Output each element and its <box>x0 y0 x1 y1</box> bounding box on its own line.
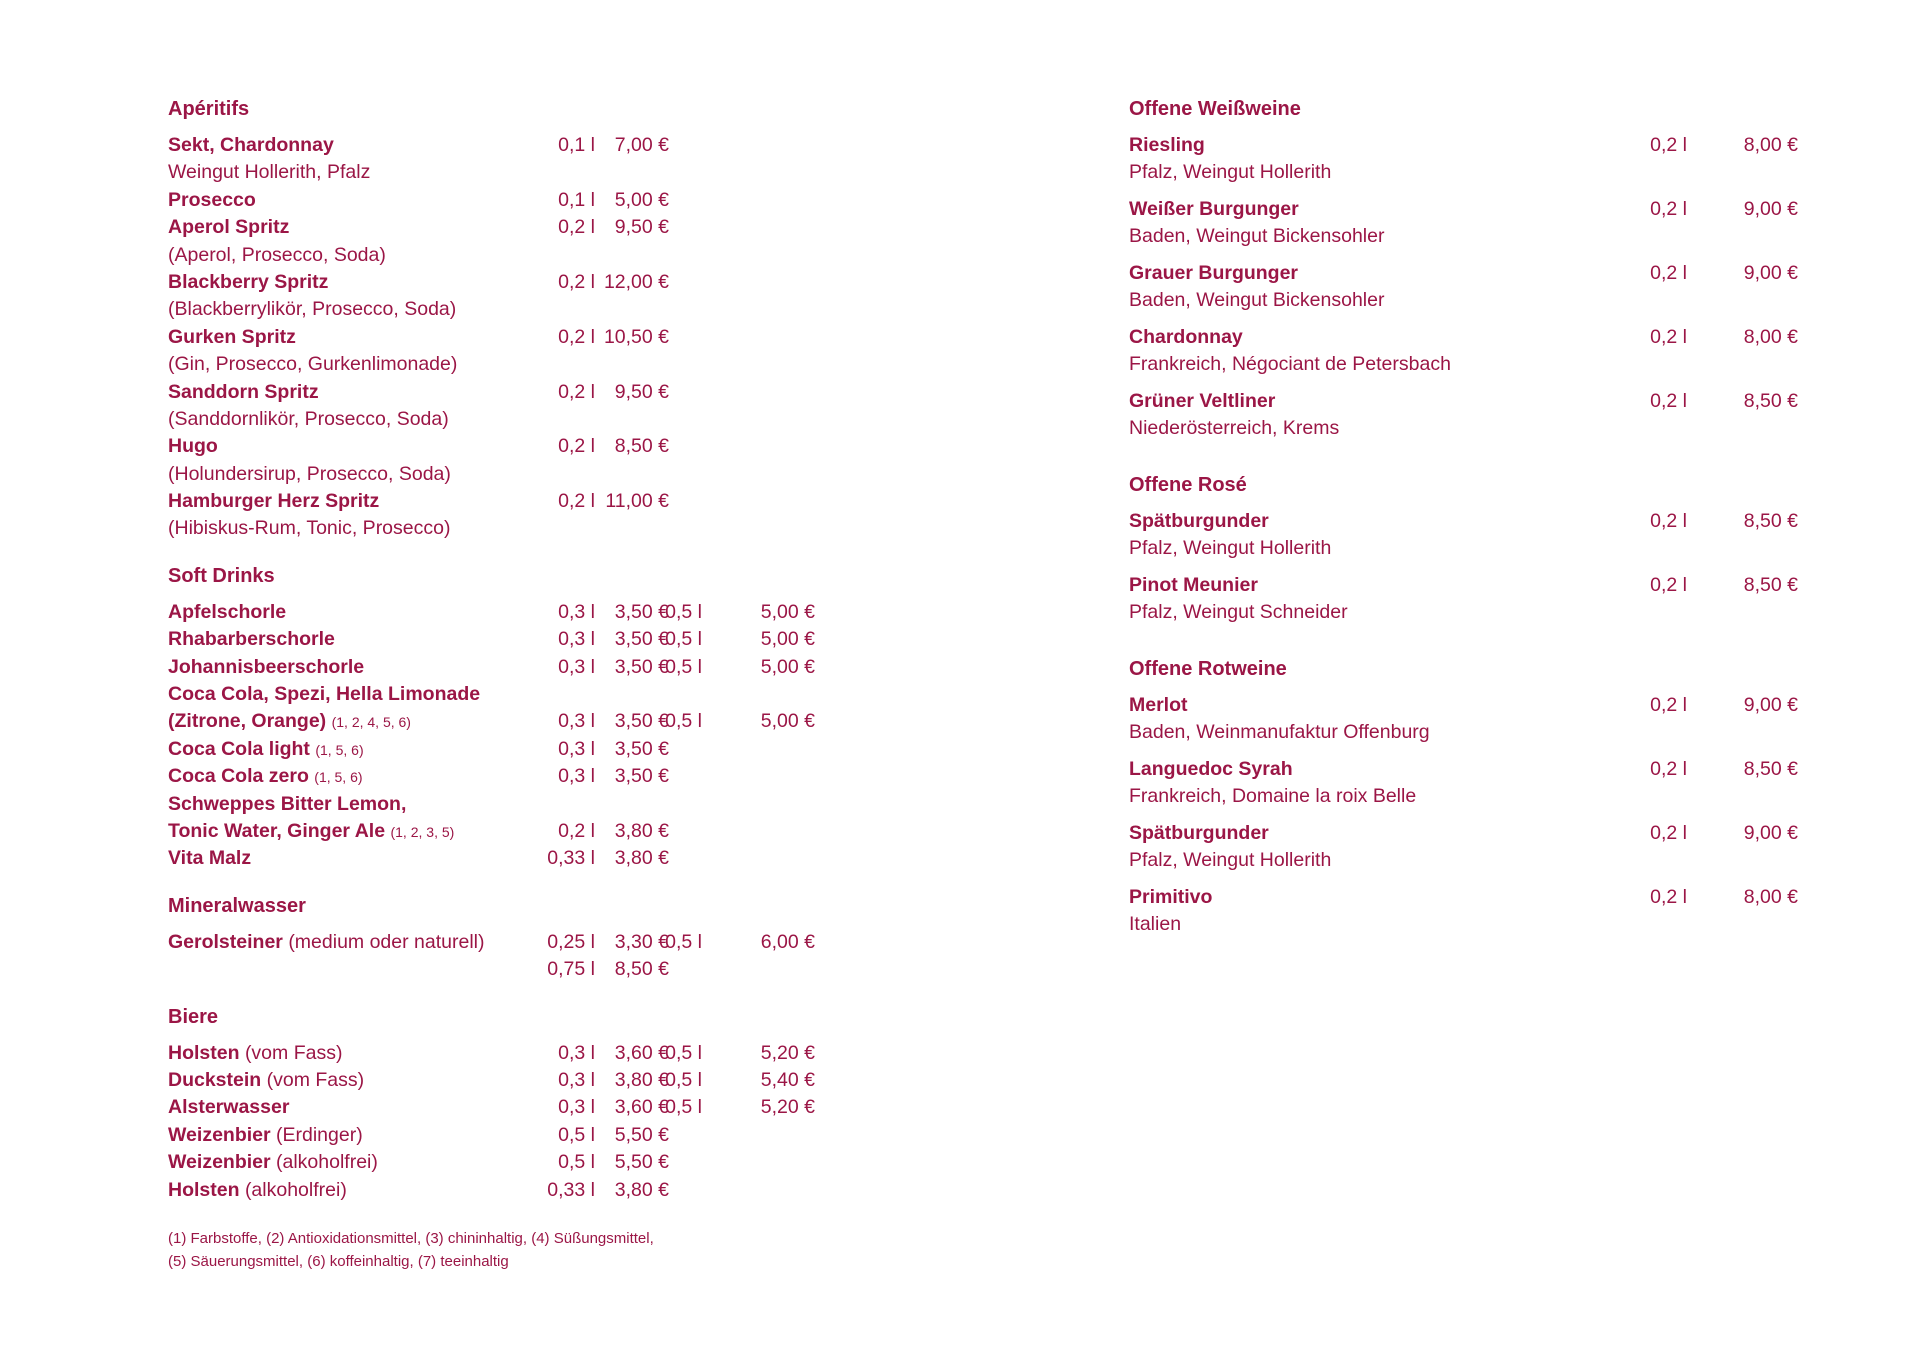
item-subname: (Erdinger) <box>276 1123 363 1146</box>
section-title: Apéritifs <box>168 98 250 120</box>
item-quantity-small: 0,3 l <box>558 628 595 651</box>
item-name: Gurken Spritz <box>168 325 296 348</box>
item-subname: (vom Fass) <box>266 1068 365 1091</box>
item-description-row <box>168 159 868 186</box>
item-quantity: 0,1 l <box>558 134 595 156</box>
wine-item <box>1129 324 1798 388</box>
item-quantity-large: 0,5 l <box>665 930 702 953</box>
additive-note: (1, 2, 3, 5) <box>390 823 455 840</box>
item-price-large: 5,00 € <box>760 710 815 733</box>
wine-price: 9,00 € <box>1743 262 1798 284</box>
menu-item <box>168 132 868 159</box>
wine-item <box>1129 572 1798 636</box>
item-price-large: 5,00 € <box>760 655 815 678</box>
item-name: Prosecco <box>168 188 256 211</box>
item-name: Holsten <box>168 1178 240 1201</box>
item-price: 11,00 € <box>605 490 669 513</box>
wine-name: Chardonnay <box>1129 326 1243 348</box>
additive-note: (1, 5, 6) <box>315 741 364 758</box>
menu-item <box>168 791 868 818</box>
item-name: Weizenbier <box>168 1123 271 1146</box>
wine-origin: Baden, Weingut Bickensohler <box>1129 225 1385 247</box>
item-name: Aperol Spritz <box>168 216 290 239</box>
wine-name: Primitivo <box>1129 886 1213 908</box>
wine-item <box>1129 196 1798 260</box>
item-quantity-small: 0,3 l <box>558 655 595 678</box>
item-quantity-large: 0,5 l <box>665 1096 702 1119</box>
wine-name: Spätburgunder <box>1129 822 1269 844</box>
wine-item <box>1129 132 1798 196</box>
section-aperitifs <box>168 96 868 543</box>
item-quantity-small: 0,3 l <box>558 765 595 788</box>
item-quantity-small: 0,75 l <box>547 958 595 981</box>
section-soft-drinks <box>168 563 868 873</box>
item-name: Blackberry Spritz <box>168 270 329 293</box>
wine-name: Weißer Burgunger <box>1129 198 1299 220</box>
item-quantity: 0,2 l <box>558 435 595 458</box>
item-price-small: 3,60 € <box>614 1041 669 1064</box>
item-price-small: 3,80 € <box>614 819 669 842</box>
item-description-row <box>168 351 868 378</box>
additives-footnote <box>168 1227 968 1273</box>
wine-quantity: 0,2 l <box>1650 134 1687 156</box>
menu-item <box>168 488 868 515</box>
item-price-small: 3,80 € <box>614 1068 669 1091</box>
item-name: Sekt, Chardonnay <box>168 134 334 156</box>
item-description: (Gin, Prosecco, Gurkenlimonade) <box>168 353 458 376</box>
wine-quantity: 0,2 l <box>1650 510 1687 532</box>
item-quantity: 0,2 l <box>558 380 595 403</box>
wine-quantity: 0,2 l <box>1650 822 1687 844</box>
item-price-small: 3,80 € <box>614 1178 669 1201</box>
menu-item <box>168 1149 868 1176</box>
item-price: 7,00 € <box>614 134 669 156</box>
wine-origin: Frankreich, Négociant de Petersbach <box>1129 353 1451 375</box>
section-weissweine <box>1129 96 1798 452</box>
wine-item <box>1129 884 1798 948</box>
menu-item <box>168 763 868 790</box>
item-price-small: 3,50 € <box>614 737 669 760</box>
item-name-line <box>168 1067 364 1094</box>
wine-quantity: 0,2 l <box>1650 198 1687 220</box>
menu-item <box>168 1067 868 1094</box>
additive-note: (1, 2, 4, 5, 6) <box>331 714 411 731</box>
item-subname: (alkoholfrei) <box>276 1151 378 1174</box>
wine-name: Spätburgunder <box>1129 510 1269 532</box>
item-name: Duckstein <box>168 1068 262 1091</box>
additive-note: (1, 5, 6) <box>314 769 363 786</box>
item-price: 12,00 € <box>603 270 669 293</box>
wine-quantity: 0,2 l <box>1650 574 1687 596</box>
menu-item <box>168 654 868 681</box>
item-name: Coca Cola light <box>168 737 310 760</box>
item-name: Hugo <box>168 435 218 458</box>
wine-price: 8,50 € <box>1743 758 1798 780</box>
wine-name: Grauer Burgunger <box>1129 262 1299 284</box>
item-quantity-small: 0,5 l <box>558 1123 595 1146</box>
wine-origin: Pfalz, Weingut Hollerith <box>1129 537 1332 559</box>
item-quantity-large: 0,5 l <box>665 1068 702 1091</box>
item-name-line <box>168 736 364 764</box>
wine-quantity: 0,2 l <box>1650 694 1687 716</box>
wine-item <box>1129 756 1798 820</box>
section-title: Offene Rosé <box>1129 474 1247 496</box>
item-price-small: 3,50 € <box>614 765 669 788</box>
item-description: (Sanddornlikör, Prosecco, Soda) <box>168 407 449 430</box>
item-quantity-large: 0,5 l <box>665 600 702 623</box>
item-subname: (vom Fass) <box>244 1041 343 1064</box>
wine-item <box>1129 508 1798 572</box>
item-name-line <box>168 1040 342 1067</box>
menu-item <box>168 324 868 351</box>
item-price-small: 5,50 € <box>614 1123 669 1146</box>
item-name: Schweppes Bitter Lemon, <box>168 792 407 815</box>
item-price-large: 6,00 € <box>760 930 815 953</box>
wine-quantity: 0,2 l <box>1650 390 1687 412</box>
item-name: Weizenbier <box>168 1151 271 1174</box>
item-quantity: 0,2 l <box>558 270 595 293</box>
menu-item <box>168 1094 868 1121</box>
item-name: Gerolsteiner <box>168 930 283 953</box>
item-price: 9,50 € <box>614 216 669 239</box>
menu-item <box>168 433 868 460</box>
footnote-line: (1) Farbstoffe, (2) Antioxidationsmittel, (3) chininhaltig, (4) Süßungsmittel, <box>168 1230 654 1247</box>
item-description-row <box>168 406 868 433</box>
item-quantity-small: 0,25 l <box>547 930 595 953</box>
item-price-small: 3,50 € <box>614 628 669 651</box>
item-subname: (Zitrone, Orange) <box>168 710 327 733</box>
item-description-row <box>168 296 868 323</box>
item-quantity-large: 0,5 l <box>665 1041 702 1064</box>
item-quantity-large: 0,5 l <box>665 710 702 733</box>
item-quantity-small: 0,33 l <box>547 847 595 870</box>
item-price: 10,50 € <box>603 325 669 348</box>
item-description: (Holundersirup, Prosecco, Soda) <box>168 462 451 485</box>
item-name: Rhabarberschorle <box>168 628 335 651</box>
menu-item <box>168 599 868 626</box>
wine-item <box>1129 260 1798 324</box>
item-name: Holsten <box>168 1041 240 1064</box>
wine-price: 8,50 € <box>1743 510 1798 532</box>
item-price-large: 5,40 € <box>760 1068 815 1091</box>
item-quantity: 0,1 l <box>558 188 595 211</box>
item-price-large: 5,00 € <box>760 600 815 623</box>
section-title: Offene Rotweine <box>1129 658 1287 680</box>
item-subname: (medium oder naturell) <box>288 930 485 953</box>
menu-item <box>168 187 868 214</box>
item-quantity-small: 0,3 l <box>558 1068 595 1091</box>
wine-name: Pinot Meunier <box>1129 574 1258 596</box>
wine-item <box>1129 388 1798 452</box>
menu-item <box>168 379 868 406</box>
item-quantity-small: 0,33 l <box>547 1178 595 1201</box>
wine-price: 8,50 € <box>1743 390 1798 412</box>
item-subname: (alkoholfrei) <box>244 1178 347 1201</box>
item-name-line <box>168 1177 347 1204</box>
wine-price: 8,00 € <box>1743 886 1798 908</box>
wine-origin: Baden, Weingut Bickensohler <box>1129 289 1385 311</box>
item-price-small: 3,30 € <box>614 930 669 953</box>
menu-item <box>168 1040 868 1067</box>
section-rotweine <box>1129 656 1798 948</box>
menu-item <box>168 929 868 956</box>
item-price: 8,50 € <box>614 435 669 458</box>
menu-item <box>168 956 868 983</box>
item-quantity: 0,2 l <box>558 216 595 239</box>
item-name-line <box>168 1149 378 1176</box>
item-quantity-small: 0,3 l <box>558 1096 595 1119</box>
wine-origin: Niederösterreich, Krems <box>1129 417 1340 439</box>
item-name: Hamburger Herz Spritz <box>168 490 380 513</box>
item-description: (Blackberrylikör, Prosecco, Soda) <box>168 298 457 321</box>
item-price-small: 3,50 € <box>614 655 669 678</box>
menu-item <box>168 269 868 296</box>
item-name: Johannisbeerschorle <box>168 655 365 678</box>
item-price-small: 3,80 € <box>614 847 669 870</box>
wine-quantity: 0,2 l <box>1650 262 1687 284</box>
wine-quantity: 0,2 l <box>1650 758 1687 780</box>
footnote-line: (5) Säuerungsmittel, (6) koffeinhaltig, (7) teeinhaltig <box>168 1253 509 1270</box>
item-quantity-small: 0,5 l <box>558 1151 595 1174</box>
section-biere <box>168 1004 868 1204</box>
section-title: Biere <box>168 1005 219 1028</box>
item-description-row <box>168 515 868 542</box>
wine-item <box>1129 692 1798 756</box>
wine-name: Languedoc Syrah <box>1129 758 1293 780</box>
item-price-large: 5,00 € <box>760 628 815 651</box>
item-price-small: 8,50 € <box>614 958 669 981</box>
item-quantity-small: 0,3 l <box>558 710 595 733</box>
item-quantity-large: 0,5 l <box>665 655 702 678</box>
section-mineralwasser <box>168 893 868 984</box>
item-name: Vita Malz <box>168 847 252 870</box>
item-name-line <box>168 1122 363 1149</box>
menu-item <box>168 681 868 708</box>
item-name: Apfelschorle <box>168 600 287 623</box>
wine-price: 8,00 € <box>1743 134 1798 156</box>
wine-origin: Pfalz, Weingut Schneider <box>1129 601 1348 623</box>
item-quantity-large: 0,5 l <box>665 628 702 651</box>
wine-quantity: 0,2 l <box>1650 886 1687 908</box>
wine-origin: Italien <box>1129 913 1182 935</box>
menu-item <box>168 708 868 735</box>
item-price-small: 5,50 € <box>614 1151 669 1174</box>
item-name: Tonic Water, Ginger Ale <box>168 819 386 842</box>
menu-item <box>168 736 868 763</box>
item-description: Weingut Hollerith, Pfalz <box>168 161 371 184</box>
item-name: Coca Cola zero <box>168 765 309 788</box>
item-name: Sanddorn Spritz <box>168 380 319 403</box>
wine-price: 9,00 € <box>1743 694 1798 716</box>
left-column <box>168 96 868 1224</box>
item-description-row <box>168 242 868 269</box>
item-price: 9,50 € <box>614 380 669 403</box>
menu-item <box>168 626 868 653</box>
wine-origin: Baden, Weinmanufaktur Offenburg <box>1129 721 1430 743</box>
item-quantity-small: 0,3 l <box>558 600 595 623</box>
item-price-small: 3,60 € <box>614 1096 669 1119</box>
item-quantity: 0,2 l <box>558 325 595 348</box>
item-price-large: 5,20 € <box>760 1096 815 1119</box>
item-name-line <box>168 708 411 736</box>
item-price-small: 3,50 € <box>614 710 669 733</box>
wine-origin: Pfalz, Weingut Hollerith <box>1129 161 1332 183</box>
section-rose <box>1129 472 1798 636</box>
wine-quantity: 0,2 l <box>1650 326 1687 348</box>
item-description-row <box>168 461 868 488</box>
section-title: Soft Drinks <box>168 564 275 587</box>
item-name-line <box>168 929 484 956</box>
right-column <box>1129 96 1798 968</box>
item-name-line <box>168 818 454 846</box>
wine-price: 9,00 € <box>1743 198 1798 220</box>
section-title: Mineralwasser <box>168 894 306 917</box>
wine-name: Riesling <box>1129 134 1205 156</box>
item-price-small: 3,50 € <box>614 600 669 623</box>
menu-item <box>168 818 868 845</box>
item-quantity: 0,2 l <box>558 490 595 513</box>
item-name-line <box>168 763 363 791</box>
wine-price: 8,00 € <box>1743 326 1798 348</box>
item-price: 5,00 € <box>614 188 669 211</box>
wine-item <box>1129 820 1798 884</box>
wine-origin: Pfalz, Weingut Hollerith <box>1129 849 1332 871</box>
menu-item <box>168 1177 868 1204</box>
item-description: (Aperol, Prosecco, Soda) <box>168 243 386 266</box>
item-name: Coca Cola, Spezi, Hella Limonade <box>168 683 481 706</box>
item-description: (Hibiskus-Rum, Tonic, Prosecco) <box>168 517 451 540</box>
wine-price: 9,00 € <box>1743 822 1798 844</box>
menu-item <box>168 845 868 872</box>
item-price-large: 5,20 € <box>760 1041 815 1064</box>
section-title: Offene Weißweine <box>1129 98 1301 120</box>
item-quantity-small: 0,3 l <box>558 737 595 760</box>
wine-price: 8,50 € <box>1743 574 1798 596</box>
wine-name: Grüner Veltliner <box>1129 390 1276 412</box>
wine-name: Merlot <box>1129 694 1188 716</box>
item-quantity-small: 0,2 l <box>558 819 595 842</box>
item-quantity-small: 0,3 l <box>558 1041 595 1064</box>
menu-item <box>168 1122 868 1149</box>
menu-item <box>168 214 868 241</box>
item-name: Alsterwasser <box>168 1096 290 1119</box>
wine-origin: Frankreich, Domaine la roix Belle <box>1129 785 1417 807</box>
